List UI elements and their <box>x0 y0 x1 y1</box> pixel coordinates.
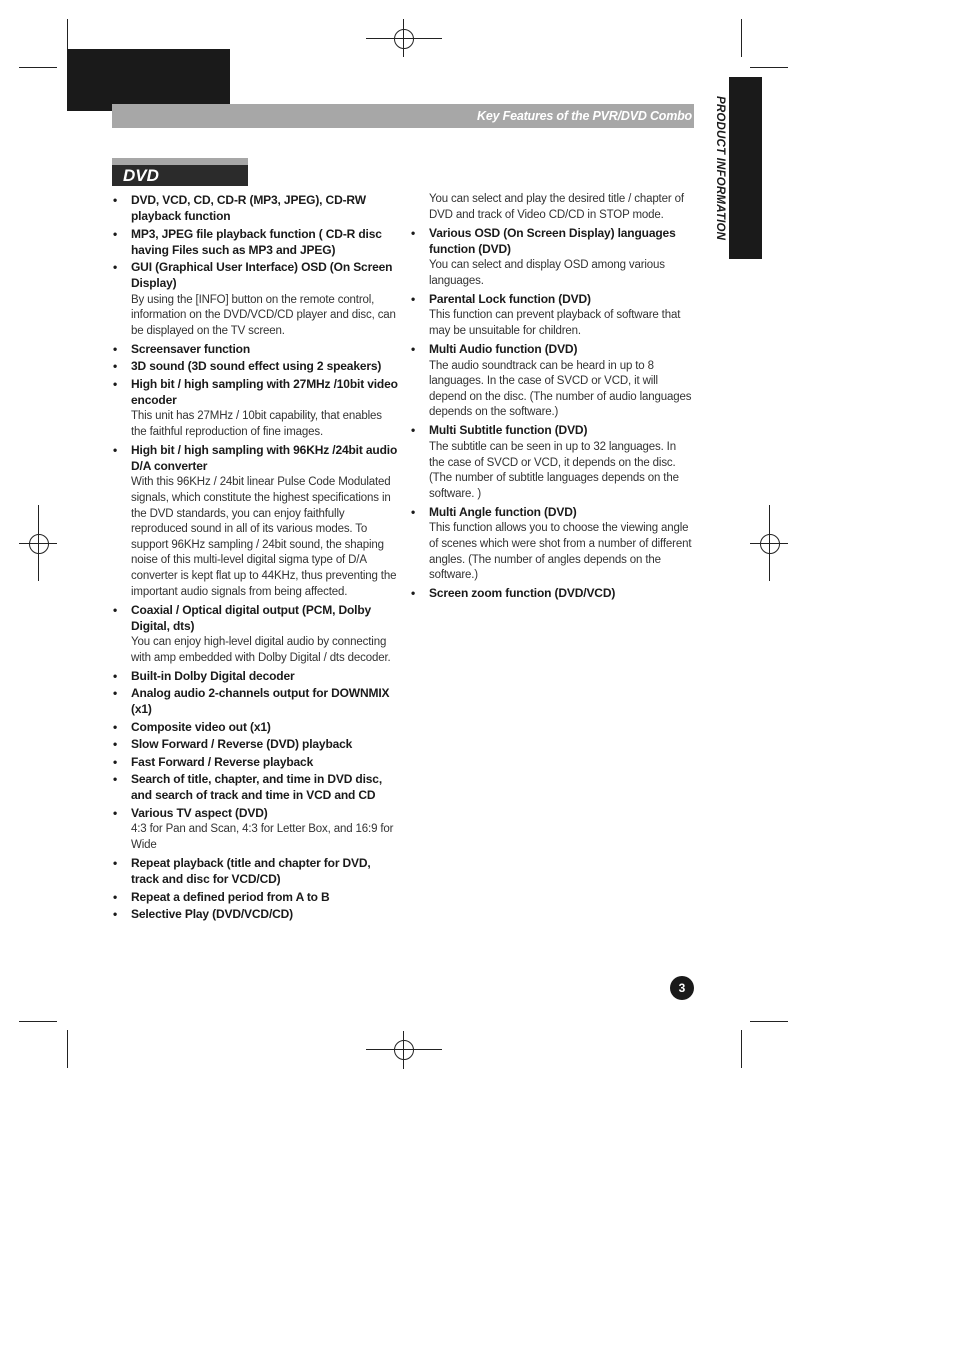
feature-title: High bit / high sampling with 96KHz /24bit audio D/A converter <box>131 442 398 473</box>
feature-title: Various OSD (On Screen Display) languages function (DVD) <box>429 225 676 256</box>
feature-item <box>411 585 694 601</box>
bullet-icon: • <box>113 754 118 769</box>
bullet-icon: • <box>113 686 118 701</box>
feature-item <box>113 889 399 905</box>
feature-title: Screensaver function <box>131 341 251 356</box>
bullet-icon: • <box>411 586 416 601</box>
feature-item <box>411 504 694 584</box>
feature-title: Multi Audio function (DVD) <box>429 342 578 357</box>
feature-item <box>113 259 399 339</box>
section-heading <box>112 158 248 186</box>
feature-title: Search of title, chapter, and time in DVD disc, and search of track and time in VCD and CD <box>131 772 383 803</box>
feature-title: GUI (Graphical User Interface) OSD (On Screen Display) <box>131 260 393 290</box>
feature-title: Analog audio 2-channels output for DOWNMIX (x1) <box>131 686 390 717</box>
continued-description: You can select and play the desired title / chapter of DVD and track of Video CD/CD in STOP mode. <box>429 193 684 221</box>
side-tab <box>729 77 762 259</box>
feature-item <box>113 226 399 258</box>
left-column <box>113 192 399 924</box>
bullet-icon: • <box>113 376 118 391</box>
feature-title: High bit / high sampling with 27MHz /10bit video encoder <box>131 376 398 407</box>
feature-item <box>113 358 399 374</box>
feature-item <box>411 291 694 340</box>
bullet-icon: • <box>113 193 118 207</box>
feature-title: Various TV aspect (DVD) <box>131 805 268 820</box>
bullet-icon: • <box>113 359 118 374</box>
feature-item <box>113 906 399 922</box>
bullet-icon: • <box>411 342 416 357</box>
bullet-icon: • <box>113 805 118 820</box>
bullet-icon: • <box>113 889 118 904</box>
bullet-icon: • <box>113 602 118 617</box>
bullet-icon: • <box>113 772 118 787</box>
feature-description: With this 96KHz / 24bit linear Pulse Code Modulated signals, which constitute the highest specifications in the DVD standards, you can enjoy faithfully reproduced sound in all of its various modes. To support 96KHz sampling / 24bit sound, the shaping noise of this multi-level digital sigma type of D/A converter is kept flat up to 44KHz, thus preventing the important audio signals from being affected. <box>131 476 397 598</box>
feature-description: 4:3 for Pan and Scan, 4:3 for Letter Box, and 16:9 for Wide <box>131 823 394 851</box>
feature-description: You can enjoy high-level digital audio by connecting with amp embedded with Dolby Digital / dts decoder. <box>131 636 391 664</box>
feature-title: Repeat playback (title and chapter for DVD, track and disc for VCD/CD) <box>131 856 371 887</box>
feature-description: You can select and display OSD among various languages. <box>429 259 665 287</box>
bullet-icon: • <box>113 907 118 922</box>
feature-item <box>113 855 399 887</box>
bullet-icon: • <box>113 226 118 241</box>
feature-description: This function can prevent playback of software that may be unsuitable for children. <box>429 309 681 337</box>
feature-title: Selective Play (DVD/VCD/CD) <box>131 907 294 922</box>
side-section-label: PRODUCT INFORMATION <box>714 96 726 241</box>
feature-item <box>113 668 399 684</box>
feature-description: This unit has 27MHz / 10bit capability, that enables the faithful reproduction of fine images. <box>131 410 382 438</box>
right-column <box>411 192 694 603</box>
header-black-block <box>67 49 230 111</box>
feature-title: Composite video out (x1) <box>131 719 271 734</box>
feature-list-left <box>113 192 399 922</box>
feature-item <box>113 719 399 735</box>
bullet-icon: • <box>113 442 118 457</box>
feature-description: This function allows you to choose the viewing angle of scenes which were shot from a number of different angles. (The number of angles depends on the software.) <box>429 522 692 582</box>
bullet-icon: • <box>113 719 118 734</box>
feature-item <box>411 422 694 502</box>
feature-title: Fast Forward / Reverse playback <box>131 754 314 769</box>
bullet-icon: • <box>113 856 118 871</box>
feature-item <box>113 771 399 803</box>
bullet-icon: • <box>411 423 416 438</box>
feature-title: Screen zoom function (DVD/VCD) <box>429 586 616 601</box>
page-number: 3 <box>670 976 694 1000</box>
bullet-icon: • <box>411 504 416 519</box>
feature-item <box>411 225 694 290</box>
feature-title: 3D sound (3D sound effect using 2 speakers) <box>131 359 382 374</box>
feature-title: Repeat a defined period from A to B <box>131 889 330 904</box>
feature-item <box>113 736 399 752</box>
feature-description: By using the [INFO] button on the remote control, information on the DVD/VCD/CD player and disc, can be displayed on the TV screen. <box>131 293 396 337</box>
bullet-icon: • <box>113 341 118 356</box>
feature-title: Built-in Dolby Digital decoder <box>131 668 295 683</box>
section-title: DVD <box>123 165 159 185</box>
feature-title: Multi Angle function (DVD) <box>429 504 577 519</box>
feature-item <box>113 376 399 441</box>
bullet-icon: • <box>411 225 416 240</box>
feature-title: Multi Subtitle function (DVD) <box>429 423 588 438</box>
feature-item <box>113 602 399 667</box>
bullet-icon: • <box>113 260 118 274</box>
header-bar <box>112 104 694 128</box>
feature-item <box>113 685 399 717</box>
feature-item <box>113 341 399 357</box>
feature-item <box>113 754 399 770</box>
feature-title: Parental Lock function (DVD) <box>429 291 591 306</box>
feature-item <box>113 192 399 224</box>
feature-title: DVD, VCD, CD, CD-R (MP3, JPEG), CD-RW playback function <box>131 193 366 223</box>
feature-title: Coaxial / Optical digital output (PCM, Dolby Digital, dts) <box>131 602 372 633</box>
feature-title: MP3, JPEG file playback function ( CD-R disc having Files such as MP3 and JPEG) <box>131 226 382 257</box>
feature-item <box>411 341 694 421</box>
bullet-icon: • <box>411 291 416 306</box>
bullet-icon: • <box>113 737 118 752</box>
page-header-title: Key Features of the PVR/DVD Combo <box>477 109 692 123</box>
feature-description: The subtitle can be seen in up to 32 languages. In the case of SVCD or VCD, it depends on the disc. (The number of subtitle languages depends on the software. ) <box>429 440 679 500</box>
feature-list-right <box>411 225 694 602</box>
feature-title: Slow Forward / Reverse (DVD) playback <box>131 737 353 752</box>
feature-item <box>113 805 399 854</box>
feature-item <box>113 442 399 600</box>
bullet-icon: • <box>113 668 118 683</box>
feature-description: The audio soundtrack can be heard in up to 8 languages. In the case of SVCD or VCD, it will depend on the disc. (The number of audio languages depends on the software.) <box>429 359 692 419</box>
